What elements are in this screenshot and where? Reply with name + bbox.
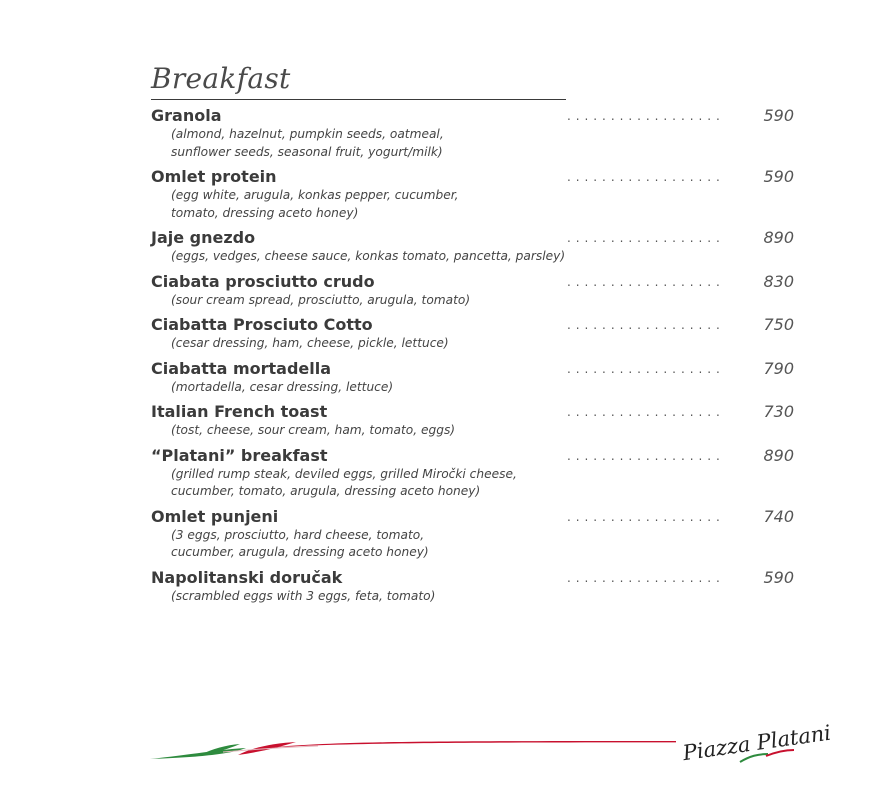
item-name: Ciabatta Prosciuto Cotto [151,315,373,334]
menu-item [151,401,801,440]
dot-leader: .................. [567,109,725,123]
item-description: (scrambled eggs with 3 eggs, feta, tomato) [171,588,436,603]
menu-item [151,567,801,606]
item-name: “Platani” breakfast [151,445,328,465]
menu-item [151,358,801,397]
item-description: (almond, hazelnut, pumpkin seeds, oatmeal, sunflower seeds, seasonal fruit, yogurt/milk) [171,127,444,159]
item-description: (sour cream spread, prosciutto, arugula, tomato) [171,292,471,307]
item-name: Ciabata prosciutto crudo [151,271,375,291]
item-name: Omlet protein [151,167,277,186]
dot-leader: .................. [567,361,725,376]
item-price: 890 [763,228,794,247]
dot-leader: .................. [567,509,725,524]
item-name: Omlet punjeni [151,506,279,526]
dot-leader: .................. [567,448,725,463]
dot-leader: .................. [567,170,725,184]
menu-list [151,105,801,610]
menu-item [151,105,801,161]
item-price: 740 [763,506,794,526]
item-description: (mortadella, cesar dressing, lettuce) [171,379,394,394]
item-price: 750 [763,315,794,334]
menu-item [151,445,801,501]
dot-leader: .................. [567,570,725,585]
item-name: Jaje gnezdo [151,228,256,247]
item-price: 830 [763,271,794,291]
menu-item [151,314,801,353]
menu-item [151,271,801,310]
item-name: Granola [151,106,222,125]
item-description: (egg white, arugula, konkas pepper, cucumber, tomato, dressing aceto honey) [171,188,459,220]
dot-leader: .................. [567,405,725,419]
piazza-platani-logo [676,712,846,772]
italian-flag-swoosh [148,731,678,766]
brand-name: Piazza Platani [681,720,833,766]
item-price: 730 [763,402,794,421]
dot-leader: .................. [567,231,725,245]
item-price: 790 [763,358,794,378]
item-price: 590 [763,106,794,125]
menu-item [151,506,801,562]
item-description: (3 eggs, prosciutto, hard cheese, tomato, cucumber, arugula, dressing aceto honey) [171,527,429,559]
menu-item [151,227,801,266]
item-price: 590 [763,567,794,587]
section-title: Breakfast [151,62,291,95]
item-description: (grilled rump steak, deviled eggs, grilled Miročki cheese, cucumber, tomato, arugula, dressing aceto honey) [171,466,517,498]
dot-leader: .................. [567,318,725,332]
item-description: (eggs, vedges, cheese sauce, konkas tomato, pancetta, parsley) [171,249,566,263]
swoosh-red-line [268,741,676,748]
item-name: Italian French toast [151,402,328,421]
item-price: 890 [763,445,794,465]
item-description: (cesar dressing, ham, cheese, pickle, lettuce) [171,336,449,350]
swoosh-green-stroke [150,748,246,759]
item-description: (tost, cheese, sour cream, ham, tomato, eggs) [171,423,456,437]
item-price: 590 [763,167,794,186]
title-underline [151,99,566,100]
dot-leader: .................. [567,274,725,289]
item-name: Ciabatta mortadella [151,358,332,378]
menu-item [151,166,801,222]
item-name: Napolitanski doručak [151,567,343,587]
